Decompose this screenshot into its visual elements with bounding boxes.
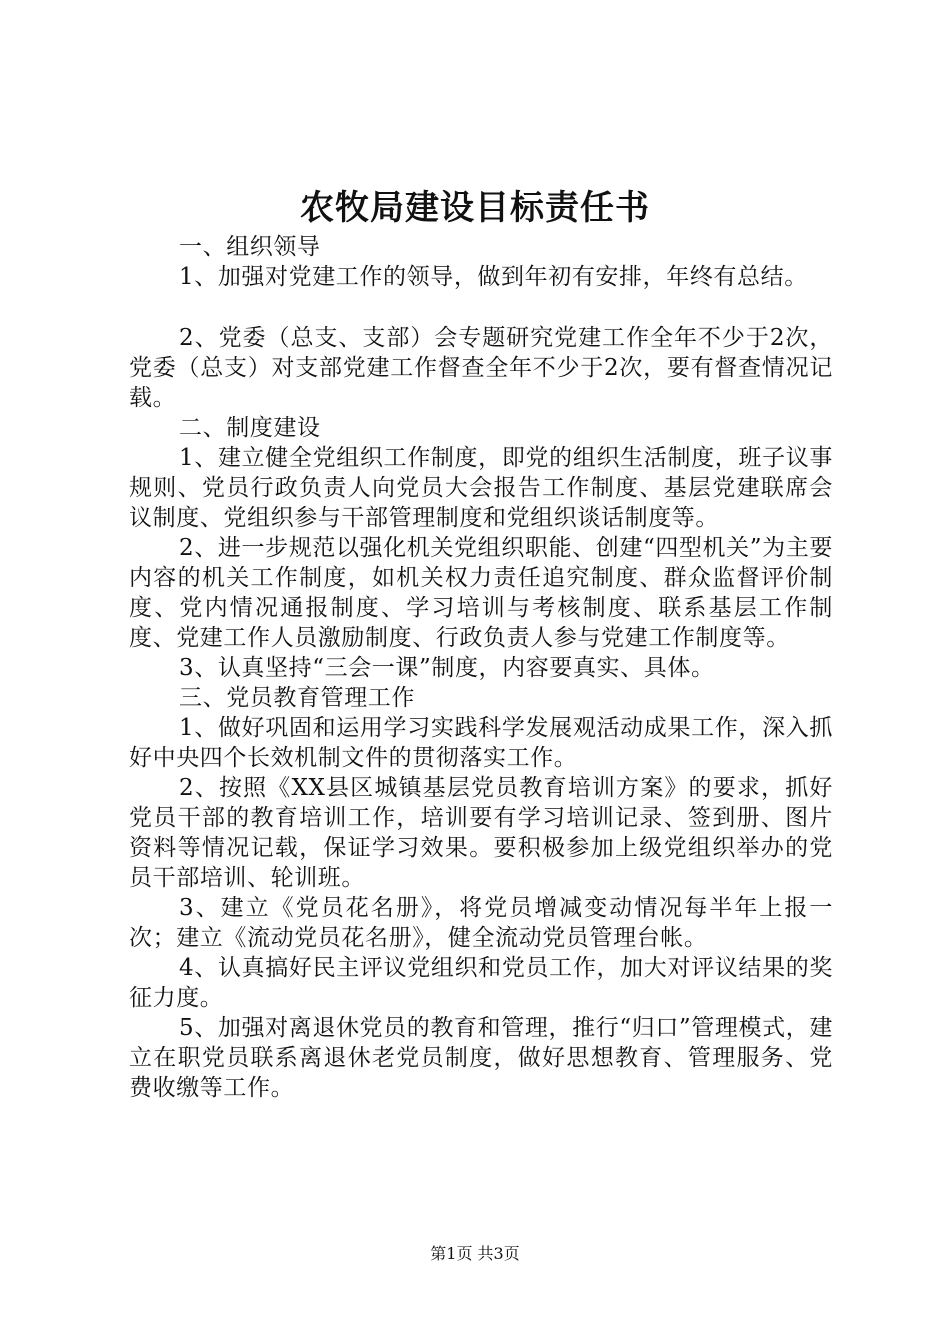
section-heading-organization: 一、组织领导 bbox=[179, 234, 321, 260]
paragraph-education-3: 3、建立《党员花名册》，将党员增减变动情况每半年上报一次；建立《流动党员花名册》，健全流动党员管理台帐。 bbox=[129, 895, 833, 951]
page-footer: 第1页 共3页 bbox=[430, 1244, 520, 1263]
section-heading-system: 二、制度建设 bbox=[179, 415, 321, 441]
paragraph-system-3: 3、认真坚持“三会一课”制度，内容要真实、具体。 bbox=[179, 655, 715, 681]
paragraph-system-2: 2、进一步规范以强化机关党组织职能、创建“四型机关”为主要内容的机关工作制度，如机关权力责任追究制度、群众监督评价制度、党内情况通报制度、学习培训与考核制度、联系基层工作制度、党建工作人员激励制度、行政负责人参与党建工作制度等。 bbox=[129, 535, 833, 651]
paragraph-education-1: 1、做好巩固和运用学习实践科学发展观活动成果工作，深入抓好中央四个长效机制文件的贯彻落实工作。 bbox=[129, 715, 833, 771]
paragraph-education-5: 5、加强对离退休党员的教育和管理，推行“归口”管理模式，建立在职党员联系离退休老党员制度，做好思想教育、管理服务、党费收缴等工作。 bbox=[129, 1015, 833, 1101]
document-body bbox=[129, 232, 833, 1103]
document-title: 农牧局建设目标责任书 bbox=[300, 188, 650, 228]
paragraph-org-2: 2、党委（总支、支部）会专题研究党建工作全年不少于2次，党委（总支）对支部党建工作督查全年不少于2次，要有督查情况记载。 bbox=[129, 325, 833, 411]
paragraph-education-4: 4、认真搞好民主评议党组织和党员工作，加大对评议结果的奖征力度。 bbox=[129, 955, 833, 1011]
section-heading-education: 三、党员教育管理工作 bbox=[179, 685, 415, 711]
paragraph-org-1: 1、加强对党建工作的领导，做到年初有安排，年终有总结。 bbox=[179, 264, 808, 290]
paragraph-education-2: 2、按照《XX县区城镇基层党员教育培训方案》的要求，抓好党员干部的教育培训工作，培训要有学习培训记录、签到册、图片资料等情况记载，保证学习效果。要积极参加上级党组织举办的党员干部培训、轮训班。 bbox=[129, 775, 833, 891]
paragraph-system-1: 1、建立健全党组织工作制度，即党的组织生活制度，班子议事规则、党员行政负责人向党员大会报告工作制度、基层党建联席会议制度、党组织参与干部管理制度和党组织谈话制度等。 bbox=[129, 445, 833, 531]
